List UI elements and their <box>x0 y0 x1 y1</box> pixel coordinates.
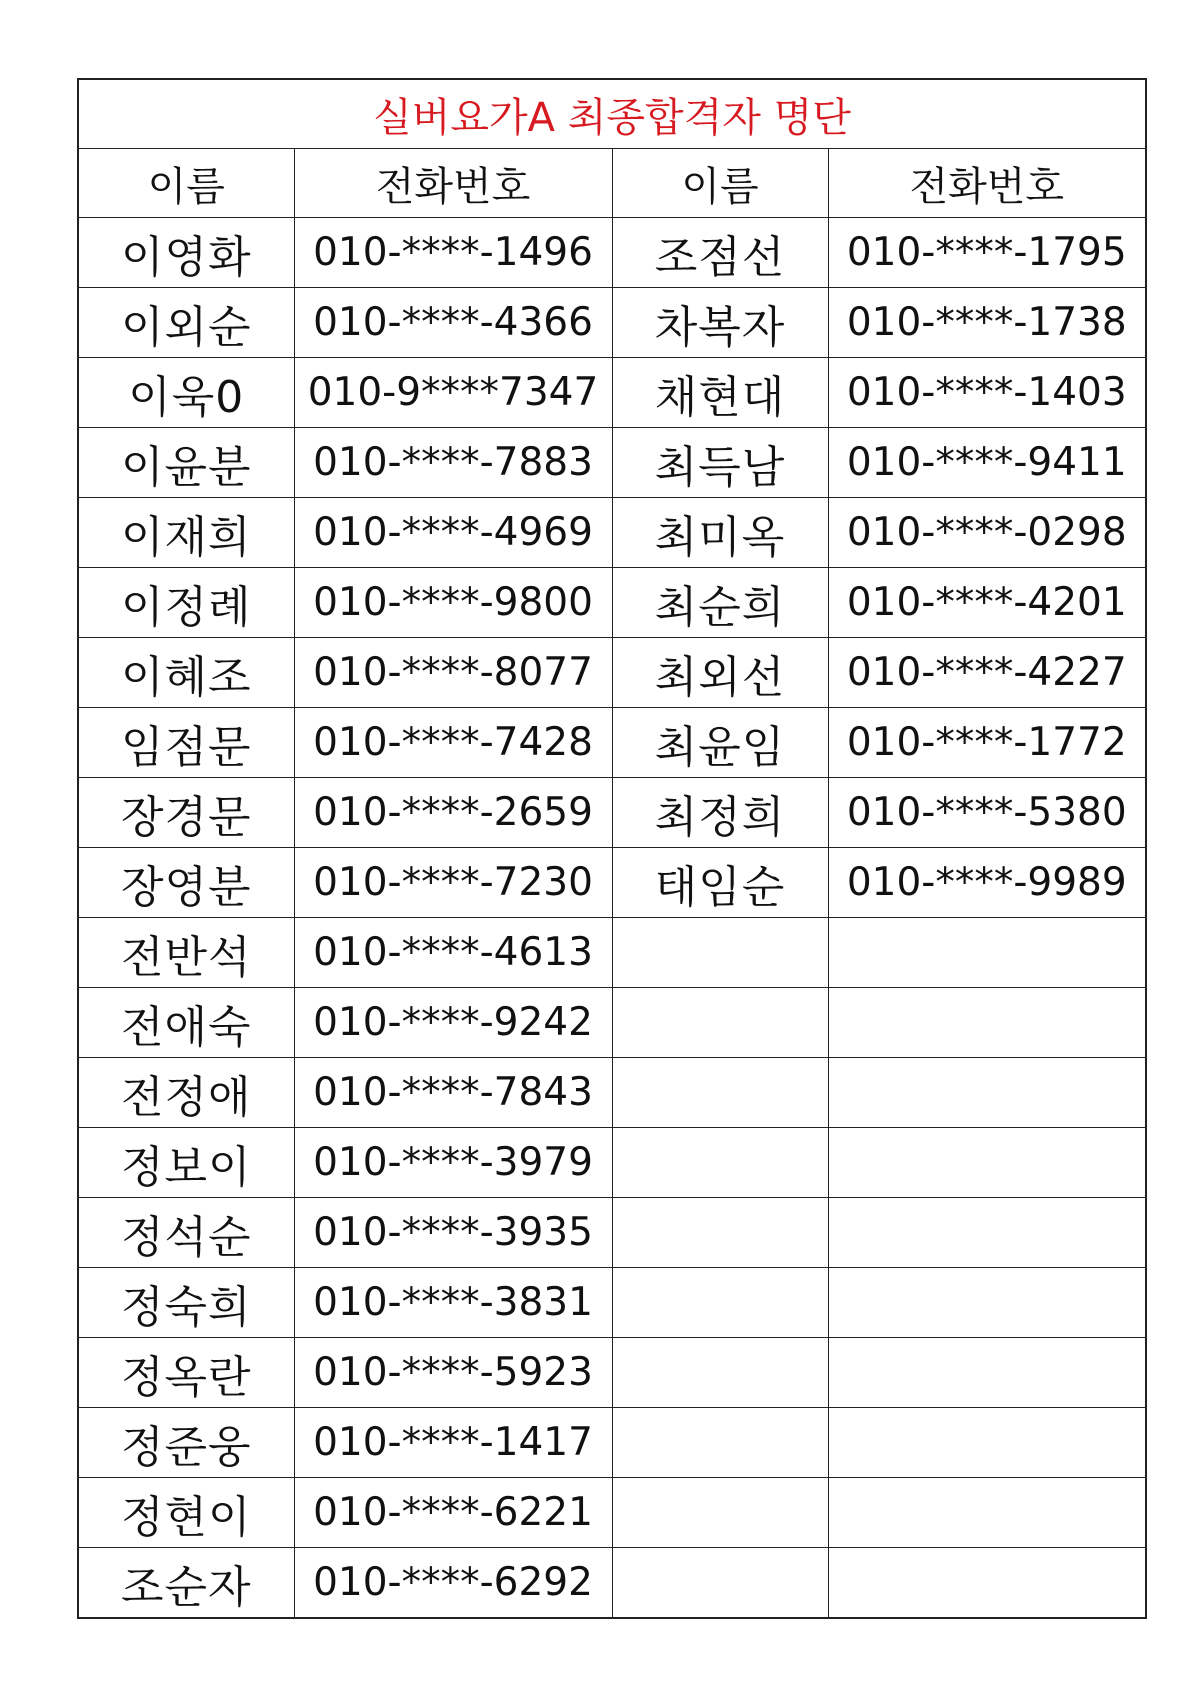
name-cell-left: 이외순 <box>78 288 294 358</box>
phone-cell-left: 010-9****7347 <box>294 358 612 428</box>
name-cell-left: 전정애 <box>78 1058 294 1128</box>
name-cell-left: 정준웅 <box>78 1408 294 1478</box>
phone-cell-right: 010-****-1403 <box>828 358 1146 428</box>
name-cell-left: 정석순 <box>78 1198 294 1268</box>
header-phone-right: 전화번호 <box>828 149 1146 218</box>
name-cell-right: 조점선 <box>612 218 828 288</box>
name-cell-right <box>612 1198 828 1268</box>
phone-cell-left: 010-****-1496 <box>294 218 612 288</box>
phone-cell-right: 010-****-4227 <box>828 638 1146 708</box>
phone-cell-left: 010-****-3831 <box>294 1268 612 1338</box>
phone-cell-right <box>828 918 1146 988</box>
name-cell-right: 채현대 <box>612 358 828 428</box>
name-cell-left: 장영분 <box>78 848 294 918</box>
phone-cell-left: 010-****-9800 <box>294 568 612 638</box>
name-cell-right: 최미옥 <box>612 498 828 568</box>
table-row <box>78 498 1146 568</box>
phone-cell-left: 010-****-3935 <box>294 1198 612 1268</box>
phone-cell-left: 010-****-4366 <box>294 288 612 358</box>
name-cell-right <box>612 918 828 988</box>
name-cell-right <box>612 1058 828 1128</box>
phone-cell-left: 010-****-3979 <box>294 1128 612 1198</box>
name-cell-right: 최윤임 <box>612 708 828 778</box>
name-cell-left: 이혜조 <box>78 638 294 708</box>
phone-cell-left: 010-****-5923 <box>294 1338 612 1408</box>
page-title: 실버요가A 최종합격자 명단 <box>78 79 1146 149</box>
table-row <box>78 1198 1146 1268</box>
name-cell-left: 이윤분 <box>78 428 294 498</box>
table-row <box>78 988 1146 1058</box>
table-row <box>78 848 1146 918</box>
roster-table <box>77 78 1147 1619</box>
name-cell-right <box>612 988 828 1058</box>
phone-cell-right: 010-****-1738 <box>828 288 1146 358</box>
table-row <box>78 778 1146 848</box>
name-cell-right <box>612 1408 828 1478</box>
phone-cell-left: 010-****-4969 <box>294 498 612 568</box>
name-cell-right <box>612 1338 828 1408</box>
name-cell-left: 조순자 <box>78 1548 294 1619</box>
phone-cell-right: 010-****-1795 <box>828 218 1146 288</box>
name-cell-left: 장경문 <box>78 778 294 848</box>
header-name-left: 이름 <box>78 149 294 218</box>
name-cell-left: 이욱0 <box>78 358 294 428</box>
phone-cell-right <box>828 1128 1146 1198</box>
phone-cell-left: 010-****-9242 <box>294 988 612 1058</box>
title-row <box>78 79 1146 149</box>
table-row <box>78 1058 1146 1128</box>
name-cell-left: 정숙희 <box>78 1268 294 1338</box>
phone-cell-left: 010-****-6292 <box>294 1548 612 1619</box>
name-cell-right: 차복자 <box>612 288 828 358</box>
table-row <box>78 1268 1146 1338</box>
table-row <box>78 638 1146 708</box>
phone-cell-right <box>828 1058 1146 1128</box>
name-cell-left: 이재희 <box>78 498 294 568</box>
name-cell-right <box>612 1128 828 1198</box>
table-row <box>78 1478 1146 1548</box>
phone-cell-right: 010-****-9989 <box>828 848 1146 918</box>
name-cell-right: 태임순 <box>612 848 828 918</box>
table-row <box>78 708 1146 778</box>
name-cell-right: 최정희 <box>612 778 828 848</box>
name-cell-left: 이정례 <box>78 568 294 638</box>
phone-cell-right: 010-****-9411 <box>828 428 1146 498</box>
header-phone-left: 전화번호 <box>294 149 612 218</box>
phone-cell-right <box>828 1408 1146 1478</box>
table-row <box>78 568 1146 638</box>
table-row <box>78 288 1146 358</box>
name-cell-right: 최외선 <box>612 638 828 708</box>
phone-cell-left: 010-****-2659 <box>294 778 612 848</box>
name-cell-left: 정현이 <box>78 1478 294 1548</box>
table-row <box>78 1408 1146 1478</box>
table-row <box>78 1548 1146 1619</box>
name-cell-left: 정옥란 <box>78 1338 294 1408</box>
phone-cell-right <box>828 1338 1146 1408</box>
table-row <box>78 918 1146 988</box>
name-cell-left: 이영화 <box>78 218 294 288</box>
phone-cell-left: 010-****-7230 <box>294 848 612 918</box>
table-row <box>78 1338 1146 1408</box>
name-cell-right: 최득남 <box>612 428 828 498</box>
phone-cell-left: 010-****-7843 <box>294 1058 612 1128</box>
phone-cell-left: 010-****-6221 <box>294 1478 612 1548</box>
header-name-right: 이름 <box>612 149 828 218</box>
phone-cell-right <box>828 1548 1146 1619</box>
name-cell-left: 임점문 <box>78 708 294 778</box>
name-cell-right: 최순희 <box>612 568 828 638</box>
phone-cell-left: 010-****-4613 <box>294 918 612 988</box>
phone-cell-right <box>828 1198 1146 1268</box>
phone-cell-right <box>828 1268 1146 1338</box>
table-row <box>78 218 1146 288</box>
name-cell-right <box>612 1548 828 1619</box>
phone-cell-right: 010-****-0298 <box>828 498 1146 568</box>
phone-cell-right <box>828 1478 1146 1548</box>
phone-cell-right <box>828 988 1146 1058</box>
phone-cell-left: 010-****-8077 <box>294 638 612 708</box>
phone-cell-right: 010-****-4201 <box>828 568 1146 638</box>
phone-cell-left: 010-****-7428 <box>294 708 612 778</box>
phone-cell-left: 010-****-1417 <box>294 1408 612 1478</box>
name-cell-right <box>612 1268 828 1338</box>
phone-cell-left: 010-****-7883 <box>294 428 612 498</box>
name-cell-left: 전애숙 <box>78 988 294 1058</box>
table-row <box>78 358 1146 428</box>
phone-cell-right: 010-****-1772 <box>828 708 1146 778</box>
name-cell-left: 전반석 <box>78 918 294 988</box>
name-cell-left: 정보이 <box>78 1128 294 1198</box>
name-cell-right <box>612 1478 828 1548</box>
table-row <box>78 1128 1146 1198</box>
phone-cell-right: 010-****-5380 <box>828 778 1146 848</box>
header-row <box>78 149 1146 218</box>
table-row <box>78 428 1146 498</box>
